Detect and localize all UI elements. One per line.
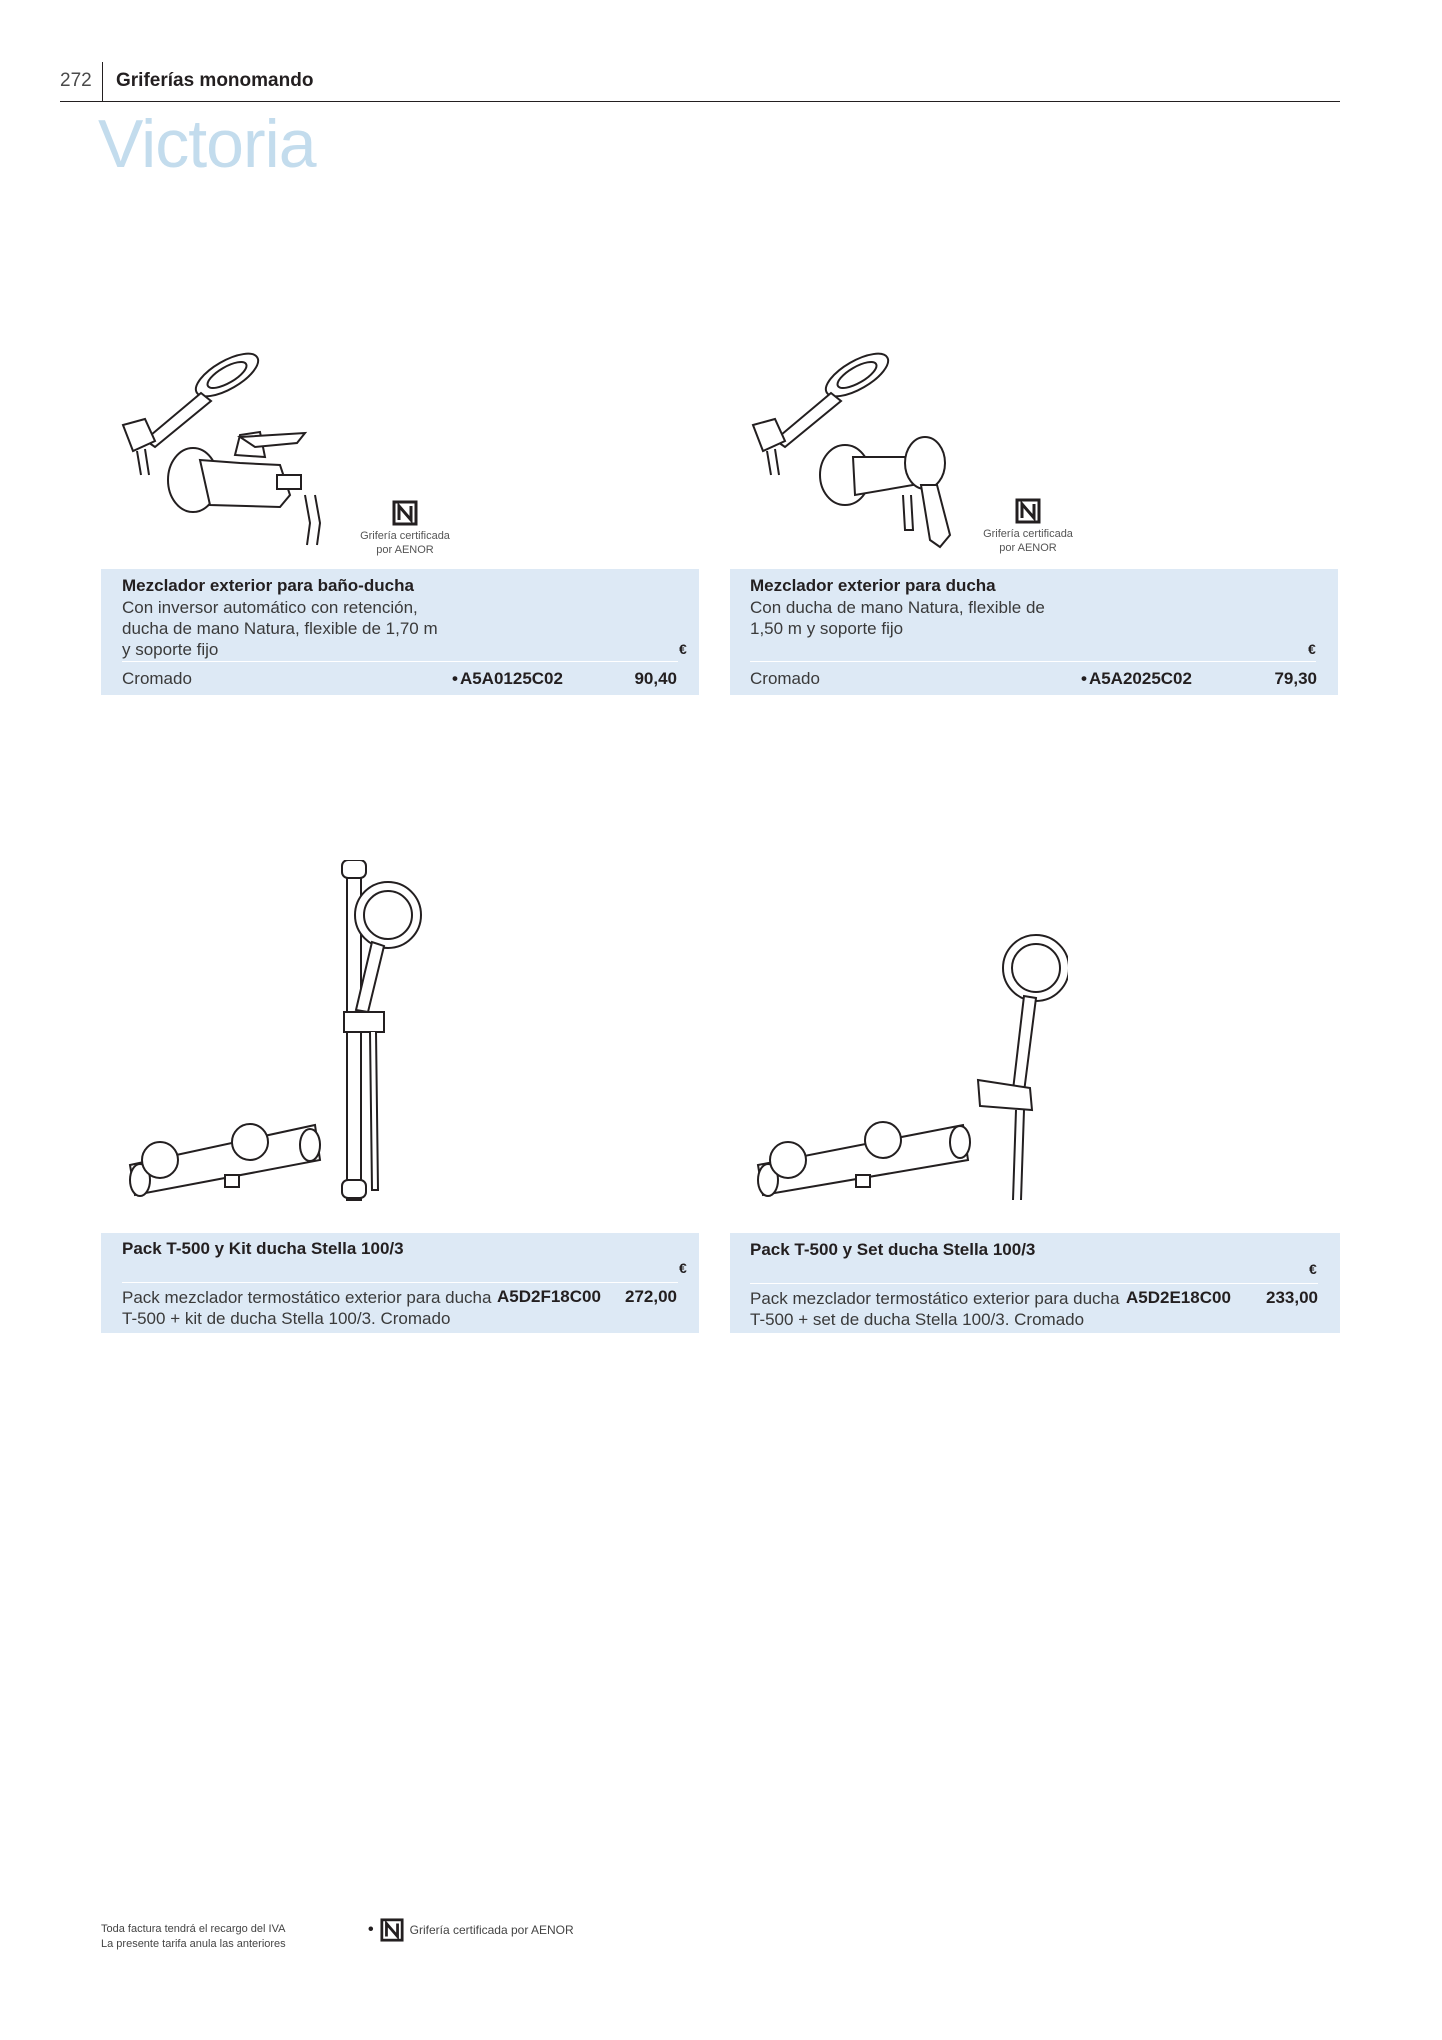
- footer-note-line: La presente tarifa anula las anteriores: [101, 1938, 286, 1950]
- row-divider: [122, 661, 678, 662]
- product-description: [122, 1287, 491, 1329]
- product-reference: [452, 669, 563, 689]
- thermostat-kit-illustration: [120, 860, 440, 1210]
- section-title: Griferías monomando: [116, 70, 314, 91]
- product-description: [750, 597, 1045, 639]
- currency-symbol: €: [1308, 641, 1316, 657]
- product-price: 90,40: [634, 669, 677, 688]
- product-reference: [1081, 669, 1192, 689]
- desc-line: Pack mezclador termostático exterior para ducha: [750, 1289, 1120, 1308]
- legend-bullet: •: [368, 1921, 374, 1938]
- currency-symbol: €: [679, 641, 687, 657]
- legend-text: Grifería certificada por AENOR: [409, 1923, 574, 1937]
- brand-title: Victoria: [98, 106, 316, 182]
- finish-label: Cromado: [750, 669, 820, 688]
- aenor-certification-icon: [1015, 498, 1041, 524]
- reference-code: A5A2025C02: [1088, 669, 1192, 688]
- currency-symbol: €: [1309, 1261, 1317, 1277]
- shower-mixer-illustration: [745, 335, 1005, 565]
- product-description: [750, 1288, 1119, 1330]
- row-divider: [750, 661, 1316, 662]
- aenor-badge-line2: por AENOR: [376, 544, 434, 556]
- product-price: 233,00: [1266, 1288, 1318, 1307]
- product-card-shower: [730, 569, 1338, 695]
- row-divider: [750, 1283, 1318, 1284]
- desc-line: T-500 + kit de ducha Stella 100/3. Cromado: [122, 1309, 451, 1328]
- desc-line: y soporte fijo: [122, 640, 219, 659]
- product-name: Pack T-500 y Kit ducha Stella 100/3: [122, 1239, 404, 1258]
- aenor-certification-icon: [392, 500, 418, 526]
- page-number: 272: [60, 70, 92, 91]
- aenor-badge-line2: por AENOR: [999, 542, 1057, 554]
- product-name: Mezclador exterior para baño-ducha: [122, 576, 414, 595]
- bath-shower-mixer-illustration: [115, 335, 375, 565]
- reference-code: A5D2E18C00: [1126, 1288, 1231, 1307]
- header-separator: [102, 62, 103, 102]
- aenor-bullet: •: [452, 669, 458, 688]
- aenor-legend: [368, 1918, 574, 1942]
- thermostat-set-illustration: [748, 930, 1068, 1210]
- desc-line: T-500 + set de ducha Stella 100/3. Cromado: [750, 1310, 1085, 1329]
- product-card-bath-shower: [101, 569, 699, 695]
- header-rule: [60, 101, 1340, 102]
- aenor-badge: [978, 498, 1078, 555]
- product-description: [122, 597, 438, 660]
- product-price: 272,00: [625, 1287, 677, 1306]
- desc-line: Con ducha de mano Natura, flexible de: [750, 598, 1045, 617]
- aenor-badge: [355, 500, 455, 557]
- product-name: Pack T-500 y Set ducha Stella 100/3: [750, 1240, 1036, 1259]
- desc-line: 1,50 m y soporte fijo: [750, 619, 904, 638]
- footer-note: [101, 1922, 286, 1952]
- product-price: 79,30: [1274, 669, 1317, 688]
- product-card-t500-set: [730, 1233, 1340, 1333]
- desc-line: Con inversor automático con retención,: [122, 598, 418, 617]
- aenor-bullet: •: [1081, 669, 1087, 688]
- aenor-badge-line1: Grifería certificada: [983, 528, 1073, 540]
- product-name: Mezclador exterior para ducha: [750, 576, 996, 595]
- desc-line: ducha de mano Natura, flexible de 1,70 m: [122, 619, 438, 638]
- aenor-badge-line1: Grifería certificada: [360, 530, 450, 542]
- footer-note-line: Toda factura tendrá el recargo del IVA: [101, 1923, 286, 1935]
- currency-symbol: €: [679, 1260, 687, 1276]
- row-divider: [122, 1282, 678, 1283]
- product-card-t500-kit: [101, 1233, 699, 1333]
- desc-line: Pack mezclador termostático exterior para ducha: [122, 1288, 492, 1307]
- aenor-certification-icon: [380, 1918, 404, 1942]
- finish-label: Cromado: [122, 669, 192, 688]
- reference-code: A5D2F18C00: [497, 1287, 601, 1306]
- reference-code: A5A0125C02: [459, 669, 563, 688]
